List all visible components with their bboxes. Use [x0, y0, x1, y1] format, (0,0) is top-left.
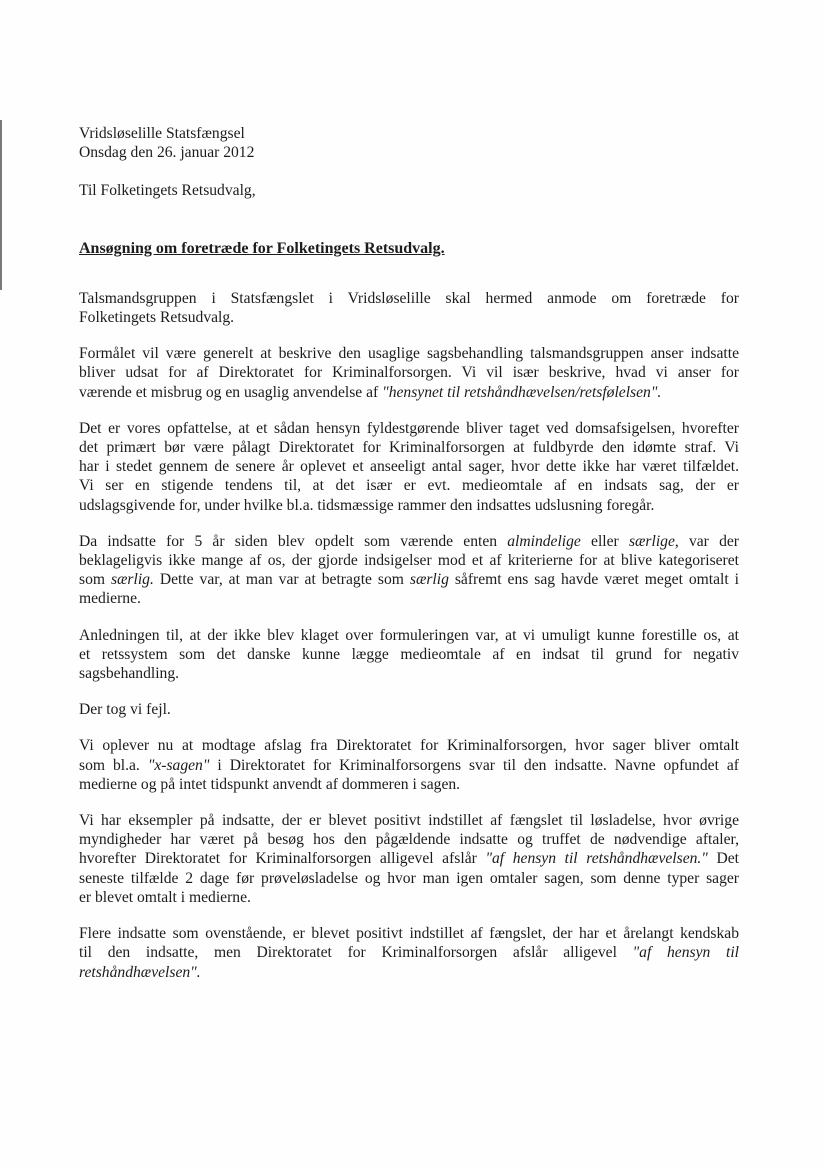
paragraph-line: Vi ser en stigende tendens til, at det især er evt. medieomtale af en indsats sag, der er: [79, 477, 739, 495]
paragraph-line: værende et misbrug og en usaglig anvendelse af: [79, 383, 383, 401]
paragraph-text: , var der: [674, 532, 739, 550]
sender-place: Vridsløselille Statsfængsel: [79, 125, 245, 142]
paragraph-line: Formålet vil være generelt at beskrive den usaglige sagsbehandling talsmandsgruppen anser indsatte: [79, 345, 739, 363]
paragraph-text: såfremt ens sag havde været meget omtalt i: [448, 571, 739, 589]
paragraph-5: [79, 626, 739, 684]
paragraph-text: Det: [707, 850, 739, 868]
paragraph-text: eller: [580, 532, 629, 550]
paragraph-line: Det er vores opfattelse, at et sådan hensyn fyldestgørende bliver taget ved domsafsigelsen, hvorefter: [79, 419, 739, 437]
paragraph-text: til den indsatte, men Direktoratet for Kriminalforsorgen afslår alligevel: [79, 944, 633, 962]
paragraph-line: medierne.: [79, 590, 141, 608]
letter-date: Onsdag den 26. januar 2012: [79, 144, 255, 162]
paragraph-text: Dette var, at man var at betragte som: [153, 571, 410, 589]
paragraph-line: myndigheder har været på besøg hos den pågældende indsatte og truffet de nødvendige aftaler,: [79, 831, 739, 849]
paragraph-line: Talsmandsgruppen i Statsfængslet i Vridsløselille skal hermed anmode om foretræde for: [79, 289, 739, 307]
paragraph-line: et retssystem som det danske kunne lægge medieomtale af en indsat til grund for negativ: [79, 645, 739, 663]
paragraph-text: hvorefter Direktoratet for Kriminalforsorgen alligevel afslår: [79, 850, 486, 868]
italic-term: "x-sagen": [147, 756, 210, 774]
italic-term: særlig.: [110, 571, 154, 589]
paragraph-9: [79, 924, 739, 982]
paragraph-line: Folketingets Retsudvalg.: [79, 309, 235, 327]
paragraph-2: [79, 344, 739, 402]
paragraph-7: [79, 736, 739, 794]
paragraph-line: udslagsgivende for, under hvilke bl.a. tidsmæssige rammer den indsattes udslusning foregår.: [79, 496, 655, 514]
italic-term: særlig: [409, 571, 449, 589]
paragraph-text: som: [79, 571, 111, 589]
paragraph-line: Anledningen til, at der ikke blev klaget over formuleringen var, at vi umuligt kunne forestille os, at: [79, 626, 739, 644]
paragraph-line: det primært bør være pålagt Direktoratet for Kriminalforsorgen at fuldbyrde den idømte straf. Vi: [79, 439, 739, 457]
scan-edge-mark: [0, 120, 2, 290]
paragraph-line: medierne og på intet tidspunkt anvendt af dommeren i sagen.: [79, 775, 461, 793]
quoted-phrase: "hensynet til retshåndhævelsen/retsfølelsen".: [382, 383, 662, 401]
italic-term: særlige: [628, 532, 675, 550]
paragraph-line: seneste tilfælde 2 dage før prøveløsladelse og hvor man igen omtaler sagen, som denne typer sager: [79, 869, 739, 887]
paragraph-line: beklageligvis ikke mange af os, der gjorde indsigelser mod et af kriterierne for at blive kategoriseret: [79, 552, 739, 570]
paragraph-line: sagsbehandling.: [79, 665, 180, 683]
subject-heading: Ansøgning om foretræde for Folketingets Retsudvalg.: [79, 239, 445, 257]
quoted-phrase: "af hensyn til: [632, 944, 739, 962]
sender-block: [79, 124, 739, 162]
paragraph-4: [79, 532, 739, 609]
paragraph-line: Flere indsatte som ovenstående, er blevet positivt indstillet af fængslet, der har et årelangt kendskab: [79, 925, 739, 943]
paragraph-line: har i stedet gennem de senere år oplevet et anseeligt antal sager, hvor dette ikke har været tilfældet.: [79, 458, 739, 476]
paragraph-line: Vi oplever nu at modtage afslag fra Direktoratet for Kriminalforsorgen, hvor sager bliver omtalt: [79, 737, 739, 755]
paragraph-line: er blevet omtalt i medierne.: [79, 888, 251, 906]
paragraph-8: [79, 811, 739, 907]
paragraph-1: [79, 289, 739, 327]
paragraph-line: Vi har eksempler på indsatte, der er blevet positivt indstillet af fængslet til løsladelse, hvor øvrige: [79, 812, 739, 830]
recipient-line: Til Folketingets Retsudvalg,: [79, 182, 256, 200]
paragraph-line: bliver udsat for af Direktoratet for Kriminalforsorgen. Vi vil især beskrive, hvad vi anser for: [79, 364, 739, 382]
letter-body: [79, 124, 739, 982]
italic-term: almindelige: [507, 532, 581, 550]
paragraph-6: Der tog vi fejl.: [79, 701, 171, 719]
quoted-phrase: retshåndhævelsen".: [79, 963, 201, 981]
paragraph-text: som bl.a.: [79, 756, 148, 774]
paragraph-text: Da indsatte for 5 år siden blev opdelt som værende enten: [79, 532, 508, 550]
paragraph-text: i Direktoratet for Kriminalforsorgens svar til den indsatte. Navne opfundet af: [209, 756, 740, 774]
quoted-phrase: "af hensyn til retshåndhævelsen.": [485, 850, 708, 868]
paragraph-3: [79, 419, 739, 515]
